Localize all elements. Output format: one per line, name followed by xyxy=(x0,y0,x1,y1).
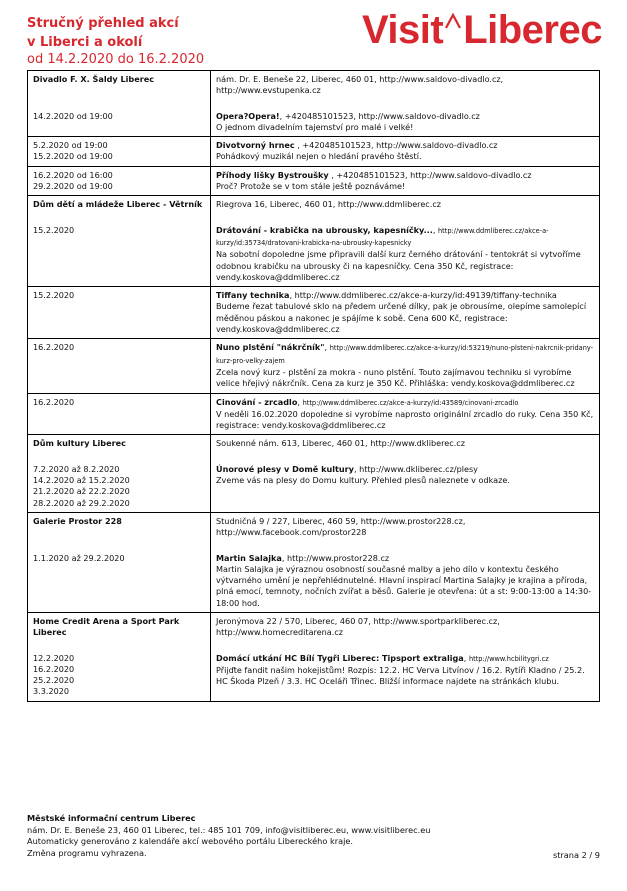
venue-name-cell xyxy=(28,196,211,214)
venue-row xyxy=(28,71,600,100)
spacer xyxy=(216,456,594,464)
event-contact: , +420485101523, http://www.saldovo-divadlo.cz xyxy=(294,140,498,151)
venue-address-cell xyxy=(211,612,600,641)
logo-word-visit: Visit xyxy=(361,8,444,52)
event-title: Cinování - zrcadlo xyxy=(216,396,298,407)
event-description: V neděli 16.02.2020 dopoledne si vyrobíme naprosto originální zrcadlo do ruky. Cena 350 Kč, registrace: vendy.koskova@ddmliberec.cz xyxy=(216,408,594,431)
page-footer xyxy=(27,813,600,859)
footer-note-generated: Automaticky generováno z kalendáře akcí webového portálu Libereckého kraje. xyxy=(27,836,354,846)
spacer xyxy=(33,217,205,225)
venue-address: nám. Dr. E. Beneše 22, Liberec, 460 01, http://www.saldovo-divadlo.cz, http://www.evstupenka.cz xyxy=(216,74,504,96)
venue-address: Riegrova 16, Liberec, 460 01, http://www.ddmliberec.cz xyxy=(216,199,442,210)
page-header xyxy=(27,8,602,68)
spacer xyxy=(33,103,205,111)
event-dates-cell xyxy=(28,642,211,702)
event-dates-cell xyxy=(28,542,211,613)
footer-note-changes: Změna programu vyhrazena. xyxy=(27,847,147,858)
venue-name-cell xyxy=(28,612,211,641)
venue-row xyxy=(28,196,600,214)
spacer xyxy=(216,103,594,111)
spacer xyxy=(33,645,205,653)
event-dates: 16.2.2020 od 16:00 29.2.2020 od 19:00 xyxy=(33,169,113,192)
event-row xyxy=(28,453,600,513)
event-description: Zcela nový kurz - plstění za mokra - nuno plstění. Touto zajímavou techniku si vyrobíme velice hřejivý nákrčník. Cena za kurz je 350 Kč. Přihláška: vendy.koskova@ddmliberec.cz xyxy=(216,366,575,389)
event-dates: 16.2.2020 xyxy=(33,342,75,353)
venue-name-cell xyxy=(28,71,211,100)
venue-address-cell xyxy=(211,196,600,214)
event-description: Proč? Protože se v tom stále ještě poznáváme! xyxy=(216,181,406,192)
venue-row xyxy=(28,612,600,641)
event-heading-line xyxy=(216,553,594,564)
event-detail-cell xyxy=(211,137,600,167)
event-dates-cell xyxy=(28,453,211,513)
title-line-1: Stručný přehled akcí xyxy=(27,16,179,31)
venue-name: Dům kultury Liberec xyxy=(33,438,126,449)
document-title xyxy=(27,14,179,52)
event-heading-line xyxy=(216,464,594,475)
event-contact: , xyxy=(324,342,328,353)
event-detail-cell xyxy=(211,166,600,196)
event-detail-cell xyxy=(211,453,600,513)
event-dates-cell xyxy=(28,166,211,196)
event-dates: 1.1.2020 až 29.2.2020 xyxy=(33,552,125,563)
event-description: Přijďte fandit našim hokejistům! Rozpis: 12.2. HC Verva Litvínov / 16.2. Rytíři Kladno / 25.2. HC Škoda Plzeň / 3.3. HC Oceláři Třinec. Bližší informace najdete na stránkách klubu. xyxy=(216,664,585,687)
event-row xyxy=(28,542,600,613)
event-row xyxy=(28,642,600,702)
venue-name: Home Credit Arena a Sport Park Liberec xyxy=(33,615,180,638)
event-row xyxy=(28,214,600,287)
event-dates-cell xyxy=(28,137,211,167)
event-row xyxy=(28,100,600,137)
event-dates-cell xyxy=(28,393,211,435)
venue-address-cell xyxy=(211,435,600,453)
event-detail-cell xyxy=(211,214,600,287)
event-row xyxy=(28,166,600,196)
event-url-link[interactable]: http://www.ddmliberec.cz/akce-a-kurzy/id:43589/cinovani-zrcadlo xyxy=(302,398,519,407)
event-contact: , http://www.ddmliberec.cz/akce-a-kurzy/id:49139/tiffany-technika xyxy=(289,290,557,301)
logo-word-liberec: Liberec xyxy=(463,8,602,52)
event-title: Domácí utkání HC Bílí Tygři Liberec: Tipsport extraliga xyxy=(216,652,464,663)
event-detail-cell xyxy=(211,339,600,393)
venue-address-cell xyxy=(211,71,600,100)
event-detail-cell xyxy=(211,287,600,339)
event-row xyxy=(28,137,600,167)
event-dates-cell xyxy=(28,214,211,287)
event-contact: , +420485101523, http://www.saldovo-divadlo.cz xyxy=(328,169,532,180)
event-heading-line xyxy=(216,225,594,250)
event-description: Zveme vás na plesy do Domu kultury. Přehled plesů naleznete v odkaze. xyxy=(216,475,510,486)
event-title: Opera?Opera! xyxy=(216,110,280,121)
event-dates-cell xyxy=(28,100,211,137)
event-dates: 12.2.2020 16.2.2020 25.2.2020 3.3.2020 xyxy=(33,652,75,697)
event-heading-line xyxy=(216,397,594,409)
event-title: Drátování - krabička na ubrousky, kapesníčky... xyxy=(216,224,433,235)
event-dates-cell xyxy=(28,287,211,339)
event-heading-line xyxy=(216,170,594,181)
event-dates: 14.2.2020 od 19:00 xyxy=(33,110,113,121)
event-detail-cell xyxy=(211,100,600,137)
footer-address: nám. Dr. E. Beneše 23, 460 01 Liberec, tel.: 485 101 709, info@visitliberec.eu, www.visitliberec.eu xyxy=(27,824,431,835)
event-url-link[interactable]: http://www.hcbilitygri.cz xyxy=(468,654,549,663)
footer-organization: Městské informační centrum Liberec xyxy=(27,813,196,823)
event-dates: 7.2.2020 až 8.2.2020 14.2.2020 až 15.2.2020 21.2.2020 až 22.2.2020 28.2.2020 až 29.2.2020 xyxy=(33,463,130,508)
event-description: Pohádkový muzikál nejen o hledání pravého štěstí. xyxy=(216,151,422,162)
event-title: Nuno plstění "nákrčník" xyxy=(216,342,325,353)
spacer xyxy=(33,545,205,553)
event-dates: 15.2.2020 xyxy=(33,224,75,235)
title-line-2: v Liberci a okolí xyxy=(27,35,143,50)
event-heading-line xyxy=(216,140,594,151)
event-heading-line xyxy=(216,653,594,665)
event-dates: 16.2.2020 xyxy=(33,396,75,407)
spacer xyxy=(216,545,594,553)
event-description: O jednom divadelním tajemství pro malé i velké! xyxy=(216,121,414,132)
event-detail-cell xyxy=(211,393,600,435)
venue-address: Jeronýmova 22 / 570, Liberec, 460 07, http://www.sportparkliberec.cz, http://www.homecreditarena.cz xyxy=(216,615,500,638)
event-heading-line xyxy=(216,290,594,301)
event-description: Budeme řezat tabulové sklo na předem určené dílky, pak je obrousíme, olepíme samolepící měděnou páskou a nakonec je spájíme k sobě. Cena 600 Kč, registrace: vendy.koskova@ddmliberec.cz xyxy=(216,301,587,335)
event-dates: 5.2.2020 od 19:00 15.2.2020 od 19:00 xyxy=(33,140,113,162)
event-contact: , xyxy=(463,652,467,663)
event-contact: , xyxy=(432,224,436,235)
venue-name-cell xyxy=(28,435,211,453)
visit-liberec-logo xyxy=(332,8,602,58)
venue-name: Galerie Prostor 228 xyxy=(33,515,122,526)
event-heading-line xyxy=(216,111,594,122)
venue-name: Divadlo F. X. Šaldy Liberec xyxy=(33,74,154,84)
spacer xyxy=(33,456,205,464)
venue-name: Dům dětí a mládeže Liberec - Větrník xyxy=(33,199,203,210)
event-title: Divotvorný hrnec xyxy=(216,140,295,151)
event-description: Na sobotní dopoledne jsme připravili další kurz černého drátování - tentokrát si vytvoříme odobnou krabičku na ubrousky či na kapesníčky. Cena 350 Kč, registrace: vendy.koskova@ddmliberec.cz xyxy=(216,249,581,282)
event-dates-cell xyxy=(28,339,211,393)
page-number: strana 2 / 9 xyxy=(552,850,600,860)
event-detail-cell xyxy=(211,642,600,702)
event-title: Příhody lišky Bystroušky xyxy=(216,169,329,180)
event-detail-cell xyxy=(211,542,600,613)
event-contact: , xyxy=(297,396,300,407)
venue-address-cell xyxy=(211,512,600,541)
spacer xyxy=(216,217,594,225)
event-row xyxy=(28,393,600,435)
venue-name-cell xyxy=(28,512,211,541)
events-table xyxy=(27,70,600,702)
spacer xyxy=(216,645,594,653)
event-row xyxy=(28,287,600,339)
event-title: Únorové plesy v Domě kultury xyxy=(216,463,354,474)
event-title: Tiffany technika xyxy=(216,290,290,301)
venue-address: Studničná 9 / 227, Liberec, 460 59, http://www.prostor228.cz, http://www.facebook.com/prostor228 xyxy=(216,515,466,538)
event-url-link[interactable]: http://www.ddmliberec.cz/akce-a-kurzy/id:53219/nuno-plsteni-nakrcnik-pridany-kurz-pro-velky-zajem xyxy=(216,344,594,365)
event-contact: , http://www.dkliberec.cz/plesy xyxy=(353,463,478,474)
venue-row xyxy=(28,512,600,541)
venue-row xyxy=(28,435,600,453)
event-title: Martin Salajka xyxy=(216,552,282,563)
event-dates: 15.2.2020 xyxy=(33,290,75,301)
event-contact: , http://www.prostor228.cz xyxy=(281,552,390,563)
event-heading-line xyxy=(216,342,594,367)
venue-address: Soukenné nám. 613, Liberec, 460 01, http://www.dkliberec.cz xyxy=(216,438,465,449)
event-contact: , +420485101523, http://www.saldovo-divadlo.cz xyxy=(279,110,480,121)
event-url-link[interactable]: http://www.ddmliberec.cz/akce-a-kurzy/id:35734/dratovani-krabicka-na-ubrousky-kapesnicky xyxy=(216,226,549,247)
date-range: od 14.2.2020 do 16.2.2020 xyxy=(27,52,205,67)
event-row xyxy=(28,339,600,393)
event-description: Martin Salajka je výraznou osobností současné malby a jeho dílo v kontextu českého výtvarného umění je nepřehlédnutelné. Hlavní inspirací Martina Salajky je krajina a příroda, plná emocí, temnoty, nočních zvířat a běsů. Galerie je otevřena: út a st: 9:00-13:00 a 14:30-18:00 hod. xyxy=(216,563,592,608)
